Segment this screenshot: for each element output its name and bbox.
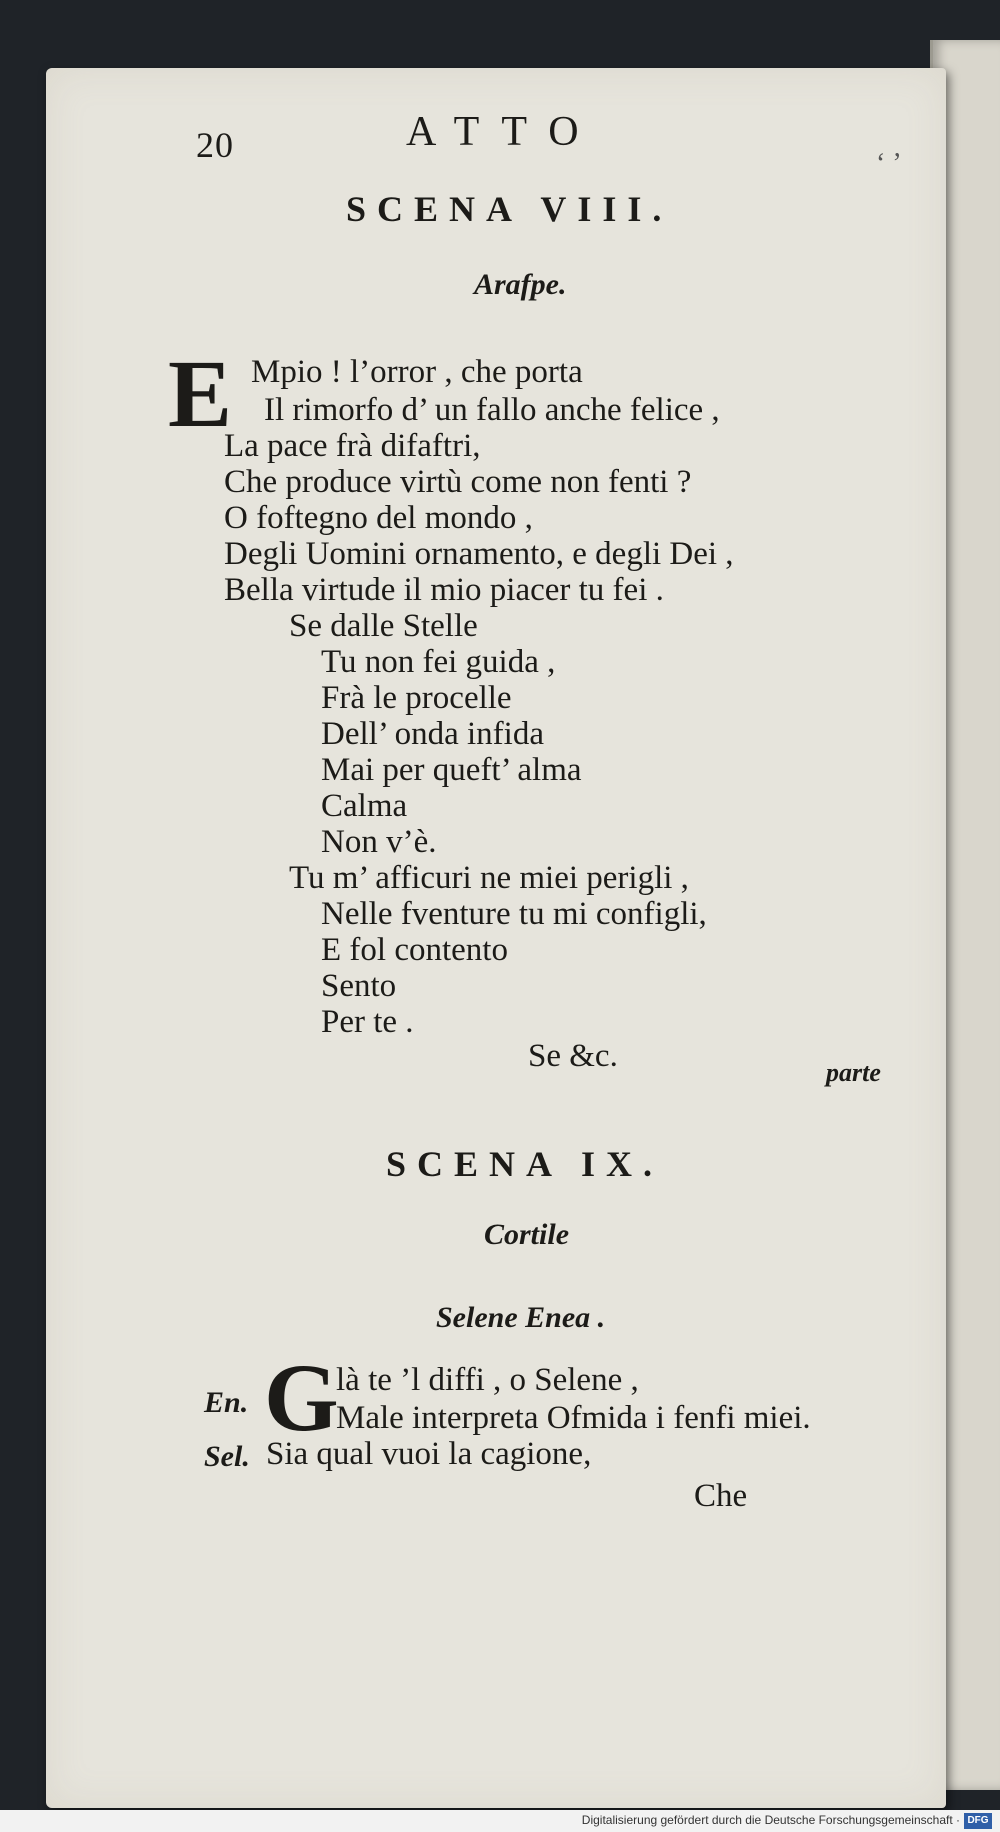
scene-9-heading: SCENA IX.	[386, 1144, 664, 1184]
exit-direction: parte	[826, 1058, 881, 1087]
verse-line: E fol contento	[321, 932, 508, 968]
digitization-footer	[0, 1810, 1000, 1832]
verse-line: Bella virtude il mio piacer tu fei .	[224, 572, 664, 608]
verse-line: Mpio ! l’orror , che porta	[251, 354, 583, 390]
verse-line: Per te .	[321, 1004, 414, 1040]
verse-line: Non v’è.	[321, 824, 437, 860]
verse-line: Se &c.	[528, 1038, 618, 1074]
verse-line: Tu m’ afficuri ne miei perigli ,	[289, 860, 689, 896]
verse-line: Dell’ onda infida	[321, 716, 544, 752]
dialogue-line: Sia qual vuoi la cagione,	[266, 1436, 592, 1472]
verse-line: O foftegno del mondo ,	[224, 500, 533, 536]
verse-line: Se dalle Stelle	[289, 608, 478, 644]
scene-8-heading: SCENA VIII.	[346, 189, 673, 229]
scene-9-setting: Cortile	[484, 1218, 570, 1251]
drop-cap-e: E	[168, 340, 233, 447]
verse-line: Degli Uomini ornamento, e degli Dei ,	[224, 536, 734, 572]
verse-line: La pace frà difaftri,	[224, 428, 481, 464]
verse-line: Mai per queft’ alma	[321, 752, 582, 788]
verse-line: Tu non fei guida ,	[321, 644, 556, 680]
drop-cap-g: G	[264, 1344, 339, 1451]
catchword: Che	[694, 1478, 748, 1514]
dfg-logo: DFG	[964, 1813, 992, 1829]
speaker-tag-selene: Sel.	[204, 1440, 250, 1473]
book-page	[46, 68, 946, 1808]
scene-9-speakers: Selene Enea .	[436, 1301, 606, 1334]
verse-line: Che produce virtù come non fenti ?	[224, 464, 692, 500]
scene-8-speaker: Arafpe.	[474, 268, 567, 301]
dialogue-line: Male interpreta Ofmida i fenfi miei.	[336, 1400, 811, 1436]
margin-mark: ‘ ’	[876, 148, 902, 179]
page-number: 20	[196, 125, 234, 165]
speaker-tag-enea: En.	[204, 1386, 249, 1419]
running-head: ATTO	[406, 109, 601, 155]
verse-line: Calma	[321, 788, 408, 824]
verse-line: Sento	[321, 968, 397, 1004]
dialogue-line: là te ’l diffi , o Selene ,	[336, 1362, 639, 1398]
verse-line: Nelle fventure tu mi configli,	[321, 896, 707, 932]
verse-line: Frà le procelle	[321, 680, 512, 716]
funding-credit: Digitalisierung gefördert durch die Deutsche Forschungsgemeinschaft ·	[581, 1813, 960, 1827]
verse-line: Il rimorfo d’ un fallo anche felice ,	[264, 392, 720, 428]
